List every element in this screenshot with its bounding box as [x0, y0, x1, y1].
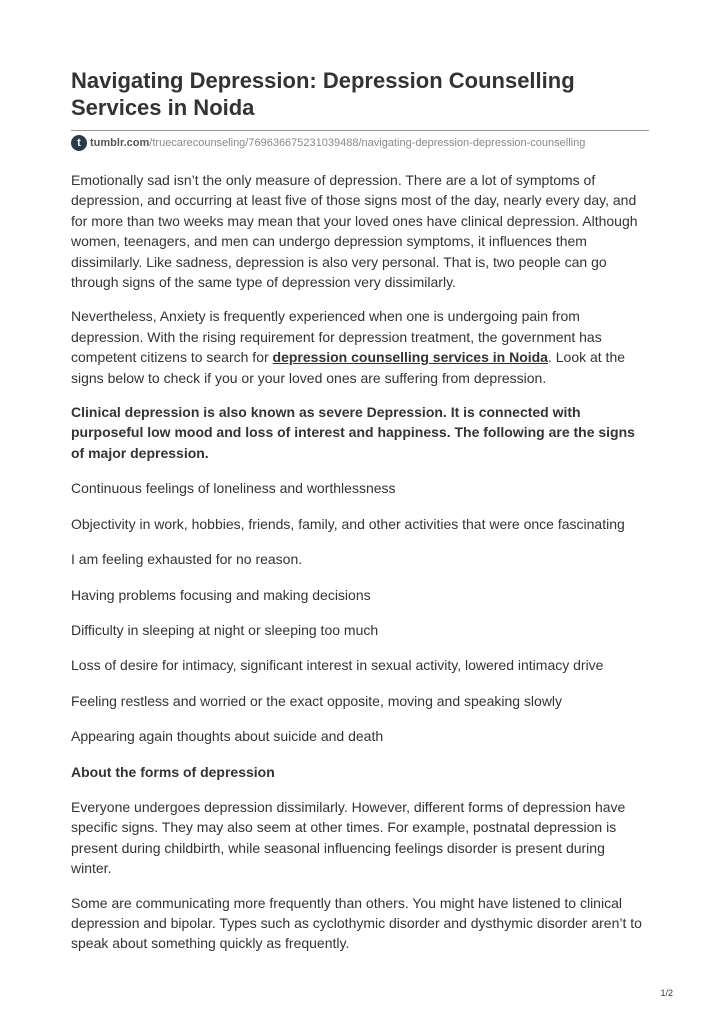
sign-item: I am feeling exhausted for no reason.: [71, 551, 303, 568]
section-heading: About the forms of depression: [71, 763, 275, 780]
page-number: 1/2: [660, 988, 673, 998]
sign-item: Objectivity in work, hobbies, friends, family, and other activities that were once fascinating: [71, 515, 625, 532]
paragraph-anxiety-text-1: Nevertheless, Anxiety is frequently experienced when one is undergoing pain from depression. With the rising requirement for depression treatment, the government has competent citizens to search for: [71, 308, 602, 366]
source-line: [71, 130, 649, 153]
paragraph-anxiety-text-2: . Look at the signs below to check if you or your loved ones are suffering from depression.: [71, 349, 626, 386]
source-domain[interactable]: tumblr.com: [90, 137, 150, 149]
sign-item: Appearing again thoughts about suicide and death: [71, 728, 384, 745]
sign-item: Feeling restless and worried or the exact opposite, moving and speaking slowly: [71, 692, 563, 709]
paragraph-communicating: Some are communicating more frequently than others. You might have listened to clinical depression and bipolar. Types such as cyclothymic disorder and dysthymic disorder aren’t to speak about something quickly as frequently.: [71, 894, 642, 952]
counselling-services-link[interactable]: depression counselling services in Noida: [272, 349, 548, 366]
sign-item: Having problems focusing and making decisions: [71, 586, 371, 603]
page-title: Navigating Depression: Depression Counselling Services in Noida: [71, 68, 575, 120]
paragraph-clinical-depression: Clinical depression is also known as severe Depression. It is connected with purposeful low mood and loss of interest and happiness. The following are the signs of major depression.: [71, 404, 635, 461]
tumblr-icon: t: [71, 135, 87, 151]
article-body: [71, 170, 649, 954]
paragraph-forms: Everyone undergoes depression dissimilarly. However, different forms of depression have specific signs. They may also seem at other times. For example, postnatal depression is present during childbirth, while seasonal influencing feelings disorder is present during winter.: [71, 798, 626, 877]
sign-item: Continuous feelings of loneliness and worthlessness: [71, 480, 396, 497]
source-path[interactable]: /truecarecounseling/769636675231039488/navigating-depression-depression-counselling: [149, 137, 586, 149]
paragraph-anxiety: [71, 306, 649, 388]
sign-item: Difficulty in sleeping at night or sleeping too much: [71, 621, 379, 638]
sign-item: Loss of desire for intimacy, significant interest in sexual activity, lowered intimacy drive: [71, 657, 604, 674]
paragraph-intro: Emotionally sad isn’t the only measure of depression. There are a lot of symptoms of depression, and occurring at least five of those signs most of the day, nearly every day, and for more than two weeks may mean that your loved ones have clinical depression. Although women, teenagers, and men can undergo depression symptoms, it influences them dissimilarly. Like sadness, depression is also very personal. That is, two people can go through signs of the same type of depression very dissimilarly.: [71, 172, 638, 291]
